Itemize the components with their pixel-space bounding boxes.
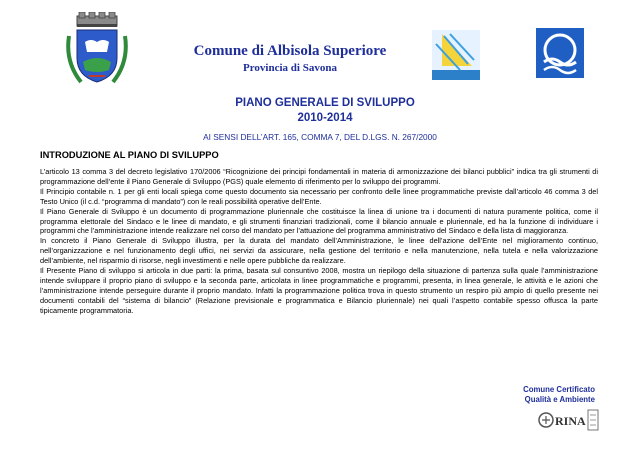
rina-certification-icon [538, 406, 600, 434]
paragraph: Il Presente Piano di sviluppo si articola in due parti: la prima, basata sul consuntivo 2008, mostra un riepilogo della situazione di partenza sulla quale l’amministrazione intende sviluppare il proprio piano di sviluppo e la seconda parte, articolata in linee programmatiche e programmi, presenta, in linea generale, le attività e le azioni che l’amministrazione intende perseguire durante il proprio mandato. Infatti la programmazione politica trova in questo strumento un respiro più ampio di quello presente nei documenti contabili del “sistema di bilancio” (Relazione previsionale e programmatica e Bilancio pluriennale) nei quali l’aspetto contabile spesso offusca la parte tipicamente programmatoria. [40, 266, 598, 315]
paragraph: Il Principio contabile n. 1 per gli enti locali spiega come questo documento sia necessario per confronto delle linee programmatiche previste dall’articolo 46 comma 3 del Testo Unico (il c.d. “programma di mandato”) con le reali possibilità operative dell’Ente. [40, 186, 598, 206]
section-heading: INTRODUZIONE AL PIANO DI SVILUPPO [40, 150, 219, 160]
plan-title [150, 96, 500, 126]
plan-title-line2: 2010-2014 [297, 112, 353, 124]
municipality-title: Comune di Albisola Superiore [193, 43, 387, 59]
sea-sail-logo-icon [432, 30, 480, 80]
body-text [40, 167, 598, 316]
certification-line1: Comune Certificato [523, 385, 595, 394]
certification-block [505, 385, 595, 405]
province-subtitle: Provincia di Savona [243, 62, 337, 74]
legal-reference: AI SENSI DELL’ART. 165, COMMA 7, DEL D.LGS. N. 267/2000 [203, 132, 437, 142]
certification-line2: Qualità e Ambiente [524, 395, 595, 404]
rina-logo-text: RINA [555, 414, 586, 428]
paragraph: Il Piano Generale di Sviluppo è un documento di programmazione pluriennale che costituisce la linea di unione tra i documenti di natura puramente politica, come il programma elettorale del Sindaco e le linee di mandato, e gli strumenti finanziari tradizionali, come il bilancio annuale e pluriennale, ed ha la funzione di individuare i programmi che l’amministrazione intende realizzare nel corso del mandato per l’attuazione del programma amministrativo del Sindaco e della lista di maggioranza. [40, 206, 598, 236]
municipal-crest-icon [63, 12, 131, 86]
blue-flag-logo-icon [536, 28, 584, 78]
paragraph: L’articolo 13 comma 3 del decreto legislativo 170/2006 “Ricognizione dei principi fondamentali in materia di armonizzazione dei bilanci pubblici” indica tra gli strumenti di programmazione dell’ente il Piano Generale di Sviluppo (PGS) quale elemento di riferimento per lo sviluppo dei programmi. [40, 167, 598, 186]
paragraph: In concreto il Piano Generale di Sviluppo illustra, per la durata del mandato dell’Amministrazione, le linee dell’azione dell’Ente nel miglioramento continuo, nell’organizzazione e nel funzionamento degli uffici, nei servizi da assicurare, nella gestione del territorio e nella manutenzione, nella tutela e nella valorizzazione dell’ambiente, nel risparmio di risorse, negli investimenti e nelle opere pubbliche da realizzare. [40, 236, 598, 266]
plan-title-line1: PIANO GENERALE DI SVILUPPO [235, 97, 415, 109]
